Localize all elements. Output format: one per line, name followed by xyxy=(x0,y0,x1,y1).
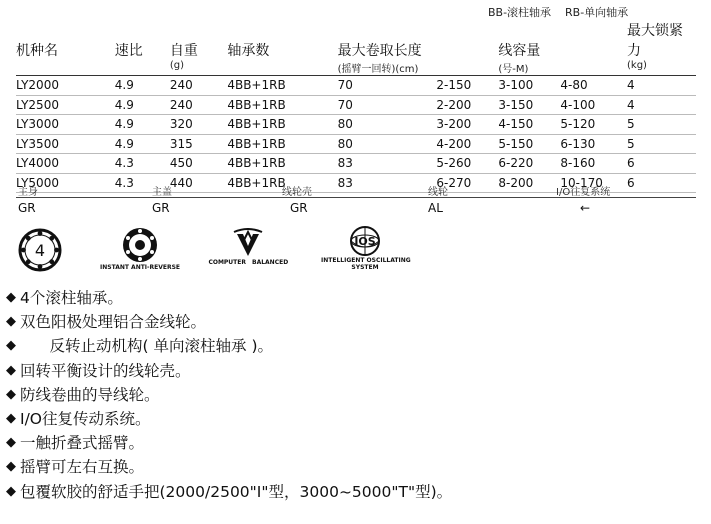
diamond-bullet-icon: ◆ xyxy=(6,483,16,499)
header-bearings: 轴承数 xyxy=(227,43,270,59)
cell-max-length: 80 xyxy=(338,134,437,154)
spec-table xyxy=(16,20,696,193)
table-row xyxy=(16,76,696,96)
header-model: 机种名 xyxy=(16,43,58,59)
cell-capacity-1: 2-200 xyxy=(436,95,498,115)
cell-drag: 4 xyxy=(627,95,696,115)
table-row xyxy=(16,115,696,135)
anti-reverse-icon xyxy=(100,226,180,274)
header-capacity-unit: (号-M) xyxy=(498,64,529,75)
anti-reverse-caption: INSTANT ANTI-REVERSE xyxy=(100,264,181,271)
material-value-cover: GR xyxy=(152,201,170,215)
cell-max-length: 80 xyxy=(338,115,437,135)
computer-caption: COMPUTER xyxy=(208,259,246,266)
header-max-length-unit: (摇臂一回转)(cm) xyxy=(337,64,419,75)
header-drag-unit: (kg) xyxy=(627,60,647,71)
cell-capacity-2: 3-150 xyxy=(498,95,560,115)
cell-bearings: 4BB+1RB xyxy=(227,115,337,135)
cell-weight: 320 xyxy=(170,115,227,135)
diamond-bullet-icon: ◆ xyxy=(6,435,16,451)
cell-capacity-3: 6-130 xyxy=(560,134,627,154)
cell-capacity-3: 5-120 xyxy=(560,115,627,135)
cell-weight: 240 xyxy=(170,76,227,96)
cell-weight: 315 xyxy=(170,134,227,154)
header-drag: 最大锁紧力 xyxy=(627,23,684,59)
diamond-bullet-icon: ◆ xyxy=(6,386,16,402)
table-row xyxy=(16,154,696,174)
cell-max-length: 70 xyxy=(338,76,437,96)
material-value-body: GR xyxy=(18,201,36,215)
table-row xyxy=(16,134,696,154)
feature-item xyxy=(6,431,452,455)
cell-model: LY5000 xyxy=(16,173,115,193)
material-value-io: ← xyxy=(580,201,591,215)
feature-logos xyxy=(0,226,711,276)
material-label-io: I/O往复系统 xyxy=(556,187,611,198)
cell-capacity-2: 3-100 xyxy=(498,76,560,96)
ios-caption-1: INTELLIGENT OSCILLATING xyxy=(321,257,411,264)
feature-item xyxy=(6,310,452,334)
header-weight: 自重 xyxy=(169,43,198,59)
cell-weight: 440 xyxy=(170,173,227,193)
cell-capacity-1: 6-270 xyxy=(436,173,498,193)
feature-text: 包覆软胶的舒适手把(2000/2500"I"型，3000~5000"T"型)。 xyxy=(20,482,453,501)
cell-capacity-1: 3-200 xyxy=(436,115,498,135)
table-row xyxy=(16,95,696,115)
cell-model: LY3000 xyxy=(16,115,115,135)
bearing-count-text: 4 xyxy=(34,241,46,260)
computer-balanced-icon xyxy=(206,228,290,274)
header-ratio: 速比 xyxy=(114,43,143,59)
oscillating-system-icon xyxy=(321,226,411,274)
four-bearings-icon xyxy=(18,228,62,272)
cell-model: LY2000 xyxy=(16,76,115,96)
cell-model: LY4000 xyxy=(16,154,115,174)
cell-capacity-1: 5-260 xyxy=(436,154,498,174)
cell-ratio: 4.9 xyxy=(115,76,170,96)
cell-bearings: 4BB+1RB xyxy=(227,76,337,96)
material-values xyxy=(16,201,696,217)
feature-item xyxy=(6,455,452,479)
cell-bearings: 4BB+1RB xyxy=(227,173,337,193)
cell-ratio: 4.3 xyxy=(115,173,170,193)
cell-max-length: 70 xyxy=(338,95,437,115)
feature-item xyxy=(6,359,452,383)
ios-caption-2: SYSTEM xyxy=(351,264,379,271)
legend-rb: RB-单向轴承 xyxy=(565,6,629,19)
feature-item xyxy=(6,407,452,431)
cell-drag: 5 xyxy=(627,115,696,135)
cell-bearings: 4BB+1RB xyxy=(227,95,337,115)
cell-weight: 240 xyxy=(170,95,227,115)
cell-model: LY3500 xyxy=(16,134,115,154)
cell-max-length: 83 xyxy=(338,154,437,174)
diamond-bullet-icon: ◆ xyxy=(6,338,16,354)
feature-item xyxy=(6,383,452,407)
material-label-cover: 主盖 xyxy=(152,187,172,198)
feature-text: 回转平衡设计的线轮壳。 xyxy=(20,361,191,380)
material-labels xyxy=(16,183,696,198)
cell-model: LY2500 xyxy=(16,95,115,115)
feature-text: 双色阳极处理铝合金线轮。 xyxy=(20,313,207,332)
cell-drag: 4 xyxy=(627,76,696,96)
cell-capacity-3: 4-100 xyxy=(560,95,627,115)
diamond-bullet-icon: ◆ xyxy=(6,459,16,475)
cell-max-length: 83 xyxy=(338,173,437,193)
cell-capacity-3: 8-160 xyxy=(560,154,627,174)
cell-bearings: 4BB+1RB xyxy=(227,134,337,154)
cell-ratio: 4.9 xyxy=(115,134,170,154)
diamond-bullet-icon: ◆ xyxy=(6,290,16,305)
cell-drag: 6 xyxy=(627,154,696,174)
cell-ratio: 4.3 xyxy=(115,154,170,174)
diamond-bullet-icon: ◆ xyxy=(6,362,16,378)
material-label-body: 主身 xyxy=(18,187,38,198)
cell-weight: 450 xyxy=(170,154,227,174)
cell-capacity-2: 8-200 xyxy=(498,173,560,193)
cell-ratio: 4.9 xyxy=(115,95,170,115)
cell-capacity-2: 6-220 xyxy=(498,154,560,174)
cell-drag: 6 xyxy=(627,173,696,193)
feature-item xyxy=(6,334,452,358)
cell-capacity-3: 10-170 xyxy=(560,173,627,193)
header-weight-unit: (g) xyxy=(169,60,185,71)
header-capacity: 线容量 xyxy=(498,43,541,59)
feature-text: 4个滚柱轴承。 xyxy=(20,289,123,307)
balanced-caption: BALANCED xyxy=(252,259,289,266)
feature-item xyxy=(6,286,452,310)
feature-text: 防线卷曲的导线轮。 xyxy=(20,385,160,404)
header-max-length: 最大卷取长度 xyxy=(337,43,422,59)
cell-capacity-1: 4-200 xyxy=(436,134,498,154)
feature-text: 反转止动机构( 单向滚柱轴承 )。 xyxy=(20,337,274,356)
cell-bearings: 4BB+1RB xyxy=(227,154,337,174)
material-label-spool: 线轮壳 xyxy=(282,187,312,198)
cell-drag: 5 xyxy=(627,134,696,154)
cell-capacity-1: 2-150 xyxy=(436,76,498,96)
feature-text: 摇臂可左右互换。 xyxy=(20,458,145,477)
diamond-bullet-icon: ◆ xyxy=(6,411,16,427)
material-value-line-roller: AL xyxy=(428,201,443,215)
feature-text: 一触折叠式摇臂。 xyxy=(20,434,145,453)
feature-list xyxy=(6,286,452,504)
cell-capacity-3: 4-80 xyxy=(560,76,627,96)
feature-text: I/O往复传动系统。 xyxy=(20,410,151,429)
diamond-bullet-icon: ◆ xyxy=(6,314,16,330)
feature-item xyxy=(6,480,452,504)
ios-mark-text: IOS xyxy=(354,235,376,248)
material-label-line-roller: 线轮 xyxy=(428,187,448,198)
material-value-spool: GR xyxy=(290,201,308,215)
cell-ratio: 4.9 xyxy=(115,115,170,135)
cell-capacity-2: 4-150 xyxy=(498,115,560,135)
cell-capacity-2: 5-150 xyxy=(498,134,560,154)
legend-bb: BB-滚柱轴承 xyxy=(488,6,552,19)
